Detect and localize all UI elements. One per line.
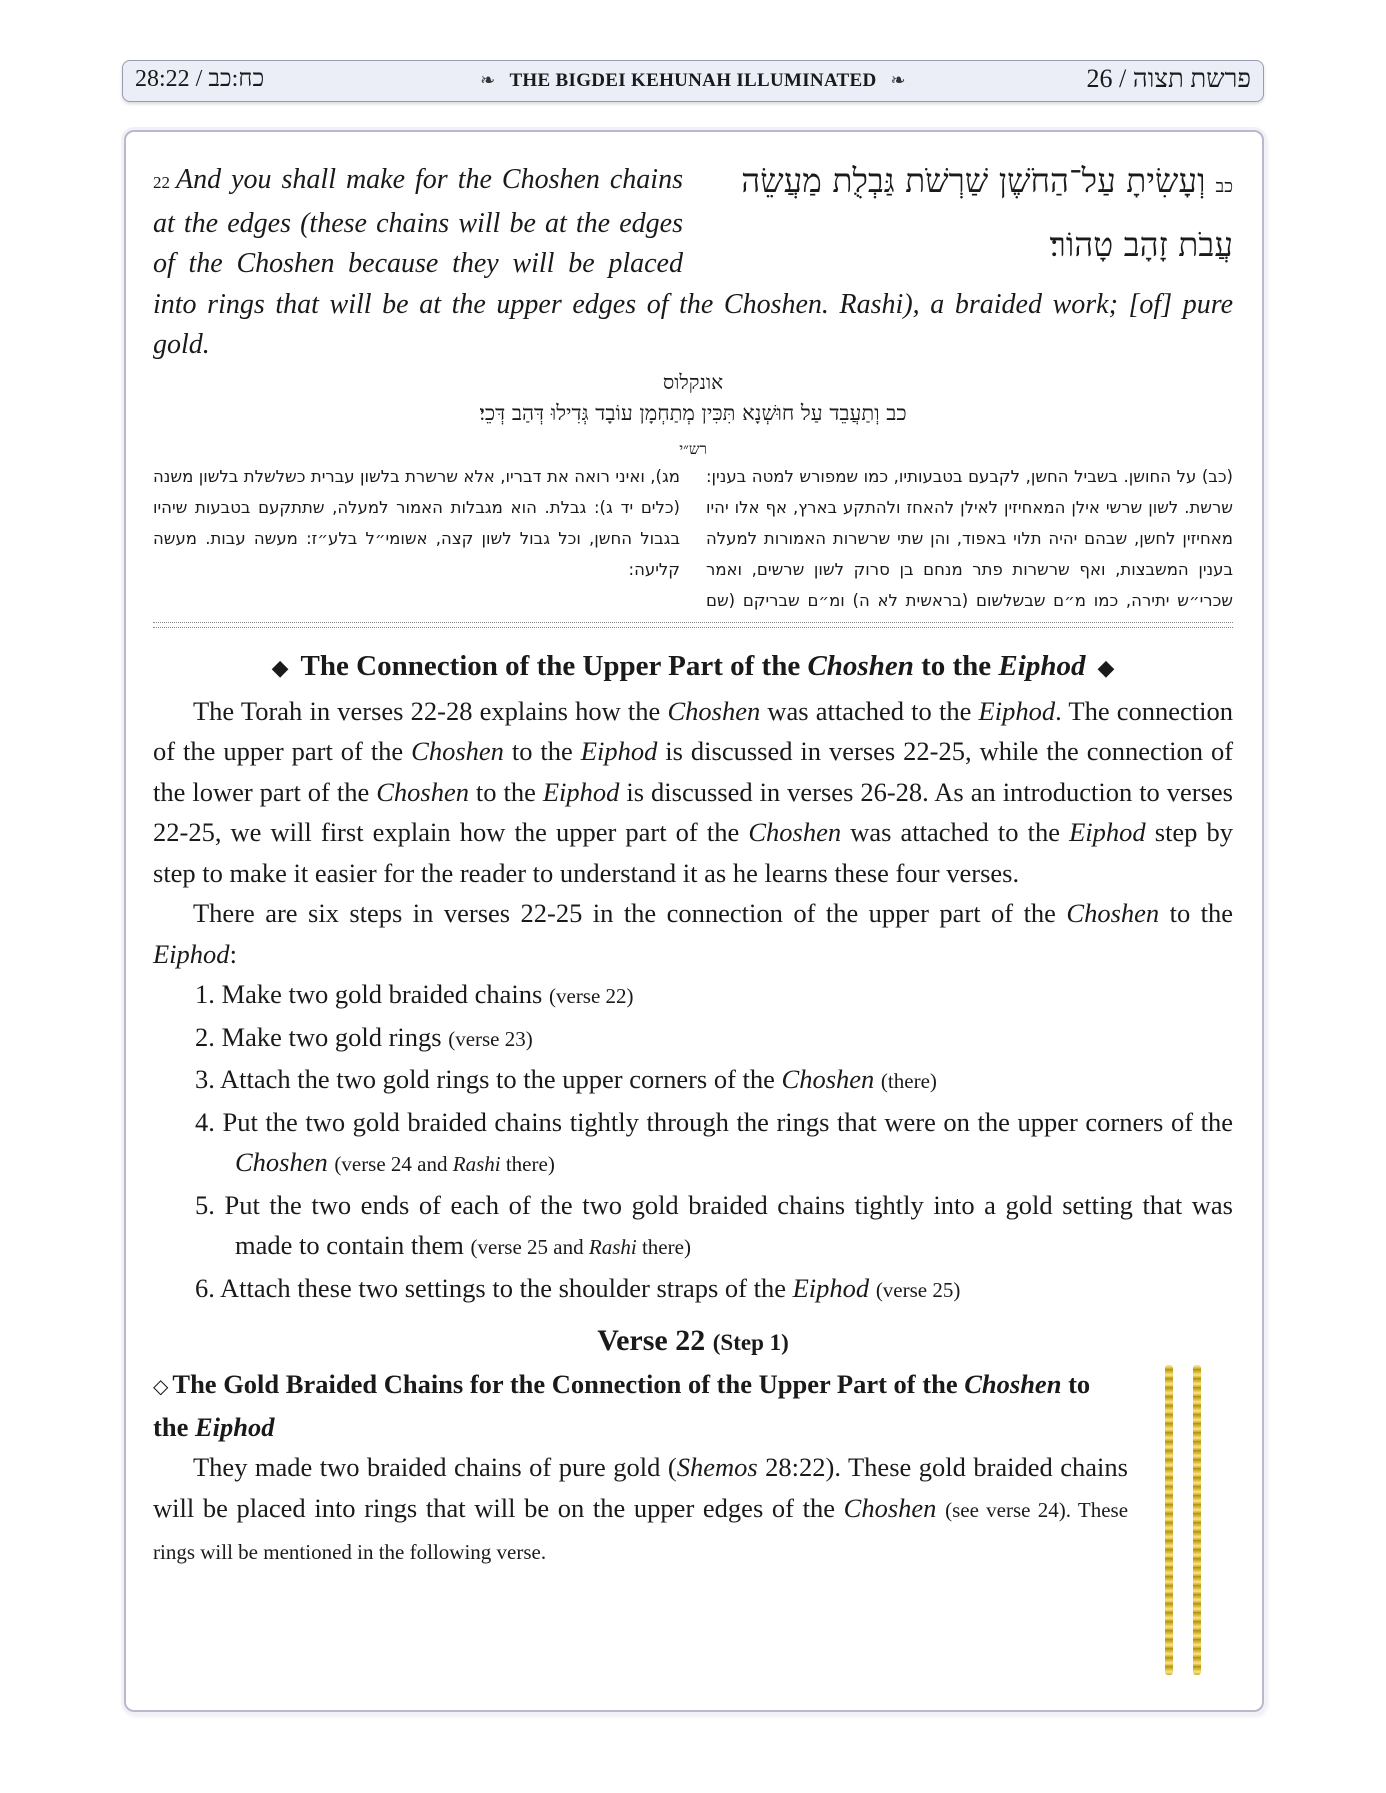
- hebrew-verse-number: כב: [1215, 176, 1233, 197]
- rashi-title: רש״י: [679, 439, 707, 458]
- rashi-commentary: (כב) על החושן. בשביל החשן, לקבעם בטבעותיו, כמו שמפורש למטה בענין: שרשת. לשון שרשי אילן המאחיזין לאילן להאחז ולהתקע בארץ, אף אלו יהיו מאחיזין לחשן, שבהם יהיה תלוי באפוד, והן שתי שרשרות האמורות למעלה בענין המשבצות, ואף שרשרות פתר מנחם בן סרוק לשון שרשים, ואמר שכרי״ש יתירה, כמו מ״ם שבשלשום (בראשית לא ה) ומ״ם שבריקם (שם מג), ואיני רואה את דבריו, אלא שרשרת בלשון עברית כשלשלת בלשון משנה (כלים יד ג): גבלת. הוא מגבלות האמור למעלה, שתתקעם בטבעות שיהיו בגבול החשן, וכל גבול לשון קצה, אשומי״ל בלע״ז: מעשה עבות. מעשה קליעה:: [153, 466, 1233, 610]
- heading-part: The Connection of the Upper Part of the: [300, 649, 801, 682]
- running-header: [122, 60, 1264, 102]
- diamond-right-icon: ◆: [1097, 654, 1115, 680]
- diamond-outline-icon: ◇: [153, 1376, 169, 1398]
- page-content: [153, 160, 1233, 1573]
- subheading: ◇ The Gold Braided Chains for the Connection of the Upper Part of the Choshen to the Eiphod: [153, 1369, 1091, 1442]
- verse-22-paragraph: They made two braided chains of pure gold (Shemos 28:22). These gold braided chains will be placed into rings that will be on the upper edges of the Choshen (see verse 24). These rings will be mentioned in the following verse.: [153, 1452, 1129, 1564]
- list-item: 4. Put the two gold braided chains tightly through the rings that were on the upper corners of the Choshen (verse 24 and Rashi there): [195, 1106, 1233, 1177]
- english-verse-number: 22: [153, 173, 170, 192]
- gold-chain-illustration-right: [1193, 1365, 1201, 1675]
- list-item: 5. Put the two ends of each of the two gold braided chains tightly into a gold setting that was made to contain them (verse 25 and Rashi there): [195, 1189, 1233, 1260]
- ornament-right-icon: ❧: [890, 70, 906, 90]
- steps-list: [153, 974, 1233, 1310]
- heading-part: Eiphod: [998, 649, 1086, 682]
- section-divider: [153, 622, 1233, 628]
- onkelos-text: כב וְתַעֲבֵד עַל חוּשְׁנָא תִּכִּין מְתַחְמָן עוֹבָד גְּדִילוּ דְּהַב דְּכֵי׃: [479, 400, 907, 425]
- onkelos-title: אונקלוס: [662, 369, 724, 394]
- verse-22-heading: Verse 22 (Step 1): [597, 1324, 789, 1357]
- verse-22-section: [153, 1364, 1128, 1573]
- heading-part: to the: [921, 649, 992, 682]
- list-item: 1. Make two gold braided chains (verse 22): [195, 979, 634, 1009]
- hebrew-verse-text: וְעָשִׂיתָ עַל־הַחֹשֶׁן שַׁרְשֹׁת גַּבְלֻת מַעֲשֵׂה עֲבֹת זָהָב טָהוֹר׃: [741, 161, 1233, 264]
- list-item: 6. Attach these two settings to the shoulder straps of the Eiphod (verse 25): [195, 1272, 961, 1303]
- english-verse-text: And you shall make for the Choshen chains at the edges (these chains will be at the edges of the Choshen because they will be placed into rings that will be at the upper edges of the Choshen. Rashi), a braided work; [of] pure gold.: [153, 164, 1233, 360]
- ornament-left-icon: ❧: [480, 70, 496, 90]
- list-item: 3. Attach the two gold rings to the upper corners of the Choshen (there): [195, 1064, 937, 1094]
- intro-paragraph: The Torah in verses 22-28 explains how the Choshen was attached to the Eiphod. The connection of the upper part of the Choshen to the Eiphod is discussed in verses 22-25, while the connection of the lower part of the Choshen to the Eiphod is discussed in verses 26-28. As an introduction to verses 22-25, we will first explain how the upper part of the Choshen was attached to the Eiphod step by step to make it easier for the reader to understand it as he learns these four verses.: [153, 695, 1234, 888]
- gold-chain-illustration-left: [1165, 1365, 1173, 1675]
- diamond-left-icon: ◆: [271, 654, 289, 680]
- page-number: 26: [1086, 64, 1113, 93]
- heading-part: Choshen: [807, 649, 914, 682]
- hebrew-verse: [683, 152, 1233, 274]
- header-verse-ref: 28:22 / כח:כב: [135, 66, 265, 92]
- header-parsha: פרשת תצוה /: [1119, 64, 1251, 93]
- header-title-text: THE BIGDEI KEHUNAH ILLUMINATED: [509, 70, 877, 91]
- section-heading: [153, 650, 1233, 683]
- header-page-info: [1087, 64, 1251, 94]
- steps-intro-paragraph: There are six steps in verses 22-25 in the connection of the upper part of the Choshen to the Eiphod:: [153, 898, 1234, 969]
- list-item: 2. Make two gold rings (verse 23): [195, 1021, 533, 1052]
